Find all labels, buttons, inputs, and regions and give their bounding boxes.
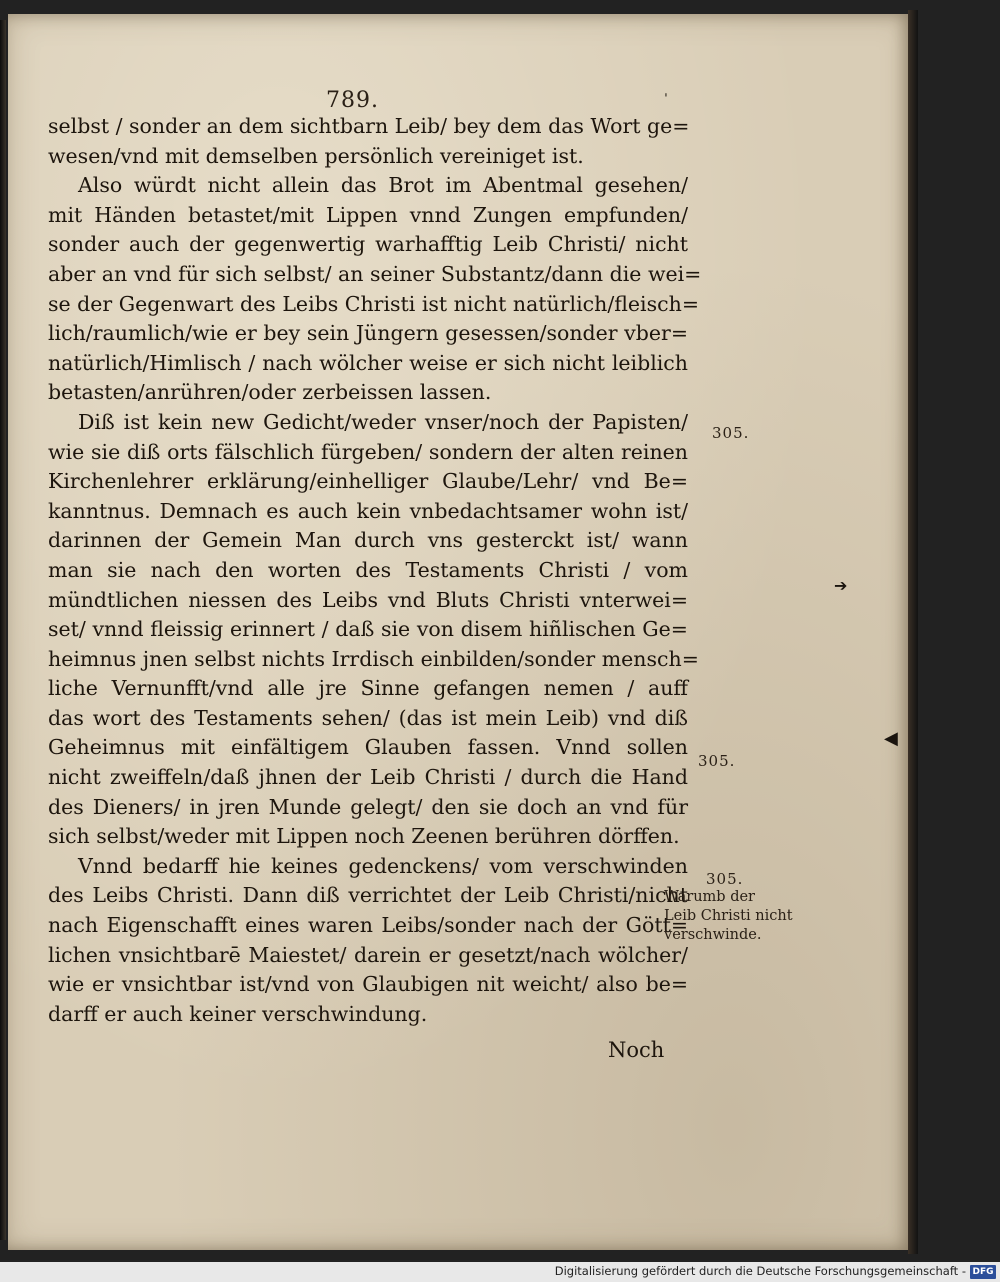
text-line: selbst / sonder an dem sichtbarn Leib/ bey dem das Wort ge= [48,114,690,138]
page-tab-icon: ◀ [884,728,898,749]
text-line: betasten/anrühren/oder zerbeissen lassen. [48,380,492,405]
body-text [48,112,702,1029]
book-spine-edge [0,20,6,1240]
footer-credit: Digitalisierung gefördert durch die Deutsche Forschungsgemeinschaft - [554,1264,966,1278]
text-line: sonder auch der gegenwertig warhafftig Leib Christi/ nicht [48,232,688,257]
catchword: Noch [608,1038,665,1062]
text-line: Geheimnus mit einfältigem Glauben fassen. Vnnd sollen [48,735,688,760]
text-line: Diß ist kein new Gedicht/weder vnser/noch der Papisten/ [78,409,688,434]
text-line: set/ vnnd fleissig erinnert / daß sie von disem hiñlischen Ge= [48,617,688,642]
text-line: nicht zweiffeln/daß jhnen der Leib Christi / durch die Hand [48,765,688,790]
text-line: wesen/vnd mit demselben persönlich vereiniget ist. [48,143,584,168]
text-line: liche Vernunfft/vnd alle jre Sinne gefangen nemen / auff [48,676,688,701]
margin-note-line: Warumb der [664,889,755,905]
text-line: das wort des Testaments sehen/ (das ist mein Leib) vnd diß [48,705,688,730]
margin-number: 305. [706,870,744,888]
text-line: kanntnus. Demnach es auch kein vnbedachtsamer wohn ist/ [48,498,688,523]
page-edge [908,10,918,1254]
text-line: darinnen der Gemein Man durch vns gesterckt ist/ wann [48,528,688,553]
margin-note-line: verschwinde. [664,927,762,943]
ink-mark-icon: ➔ [834,576,848,595]
page-number: 789. [326,88,379,113]
margin-number: 305. [712,424,750,442]
text-line: lichen vnsichtbarē Maiestet/ darein er gesetzt/nach wölcher/ [48,942,688,967]
ink-speck-icon: ˈ [664,92,668,108]
margin-note [664,888,824,945]
text-line: se der Gegenwart des Leibs Christi ist nicht natürlich/fleisch= [48,291,699,316]
text-line: wie er vnsichtbar ist/vnd von Glaubigen nit weicht/ also be= [48,972,688,997]
margin-note-line: Leib Christi nicht [664,908,793,924]
text-line: wie sie diß orts fälschlich fürgeben/ sondern der alten reinen [48,439,688,464]
text-line: lich/raumlich/wie er bey sein Jüngern gesessen/sonder vber= [48,321,688,346]
text-line: sich selbst/weder mit Lippen noch Zeenen berühren dörffen. [48,824,680,849]
text-line: des Leibs Christi. Dann diß verrichtet der Leib Christi/nicht [48,883,688,908]
margin-number: 305. [698,752,736,770]
text-line: Vnnd bedarff hie keines gedenckens/ vom verschwinden [78,853,688,878]
text-line: heimnus jnen selbst nichts Irrdisch einbilden/sonder mensch= [48,646,699,671]
footer-bar [0,1262,1000,1282]
text-line: mündtlichen niessen des Leibs vnd Bluts Christi vnterwei= [48,587,688,612]
dfg-logo: DFG [970,1265,996,1279]
text-line: des Dieners/ in jren Munde gelegt/ den sie doch an vnd für [48,794,688,819]
text-line: nach Eigenschafft eines waren Leibs/sonder nach der Gött= [48,913,688,938]
text-line: natürlich/Himlisch / nach wölcher weise er sich nicht leiblich [48,350,688,375]
text-line: Also würdt nicht allein das Brot im Abentmal gesehen/ [78,173,688,198]
text-line: aber an vnd für sich selbst/ an seiner Substantz/dann die wei= [48,261,702,286]
text-line: Kirchenlehrer erklärung/einhelliger Glaube/Lehr/ vnd Be= [48,469,688,494]
text-line: mit Händen betastet/mit Lippen vnnd Zungen empfunden/ [48,202,688,227]
text-line: man sie nach den worten des Testaments Christi / vom [48,557,688,582]
text-line: darff er auch keiner verschwindung. [48,1001,428,1026]
